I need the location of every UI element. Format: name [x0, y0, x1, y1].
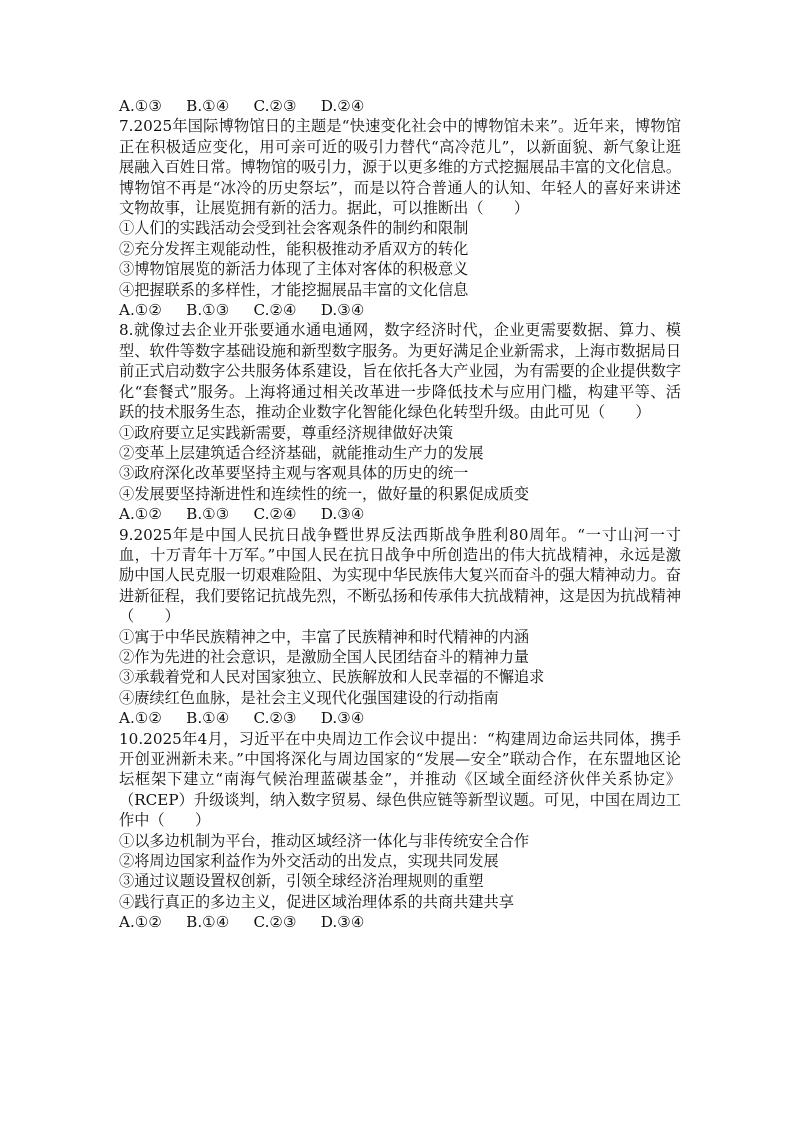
statement-1: ①人们的实践活动会受到社会客观条件的制约和限制 — [119, 219, 469, 238]
statement-3: ③通过议题设置权创新，引领全球经济治理规则的重塑 — [119, 872, 484, 891]
answer-options: A.①② B.①③ C.②④ D.③④ — [119, 505, 365, 524]
statement-3: ③政府深化改革要坚持主观与客观具体的历史的统一 — [119, 464, 469, 483]
statement-4: ④践行真正的多边主义，促进区域治理体系的共商共建共享 — [119, 892, 514, 911]
exam-page — [119, 96, 681, 933]
question-stem: 10.2025年4月，习近平在中央周边工作会议中提出：“构建周边命运共同体，携手开创亚洲新未来。”中国将深化与周边国家的“发展—安全”联动合作，在东盟地区论坛框架下建立“南海气候治理蓝碳基金”，并推动《区域全面经济伙伴关系协定》（RCEP）升级谈判，纳入数字贸易、绿色供应链等新型议题。可见，中国在周边工作中（ ） — [119, 729, 681, 830]
statement-2: ②将周边国家利益作为外交活动的出发点，实现共同发展 — [119, 852, 499, 871]
statement-3: ③承载着党和人民对国家独立、民族解放和人民幸福的不懈追求 — [119, 668, 545, 687]
question-stem: 8.就像过去企业开张要通水通电通网，数字经济时代，企业更需要数据、算力、模型、软件等数字基础设施和新型数字服务。为更好满足企业新需求，上海市数据局日前正式启动数字公共服务体系建设，旨在依托各大产业园，为有需要的企业提供数字化“套餐式”服务。上海将通过相关改革进一步降低技术与应用门槛，构建平等、活跃的技术服务生态，推动企业数字化智能化绿色化转型升级。由此可见（ ） — [119, 321, 681, 422]
answer-options: A.①② B.①④ C.②③ D.③④ — [119, 913, 365, 932]
statement-3: ③博物馆展览的新活力体现了主体对客体的积极意义 — [119, 260, 469, 279]
statement-1: ①寓于中华民族精神之中，丰富了民族精神和时代精神的内涵 — [119, 627, 530, 646]
question-stem: 9.2025年是中国人民抗日战争暨世界反法西斯战争胜利80周年。“一寸山河一寸血，十万青年十万军。”中国人民在抗日战争中所创造出的伟大抗战精神，永远是激励中国人民克服一切艰难险阻、为实现中华民族伟大复兴而奋斗的强大精神动力。奋进新征程，我们要铭记抗战先烈，不断弘扬和传承伟大抗战精神，这是因为抗战精神（ ） — [119, 525, 681, 626]
answer-options-q6: A.①③ B.①④ C.②③ D.②④ — [119, 97, 365, 115]
question-stem: 7.2025年国际博物馆日的主题是“快速变化社会中的博物馆未来”。近年来，博物馆正在积极适应变化，用可亲可近的吸引力替代“高冷范儿”，以新面貌、新气象让逛展融入百姓日常。博物馆的吸引力，源于以更多维的方式挖掘展品丰富的文化信息。博物馆不再是“冰冷的历史祭坛”，而是以符合普通人的认知、年轻人的喜好来讲述文物故事，让展览拥有新的活力。据此，可以推断出（ ） — [119, 117, 681, 218]
statement-2: ②作为先进的社会意识，是激励全国人民团结奋斗的精神力量 — [119, 647, 530, 666]
answer-options: A.①② B.①③ C.②④ D.③④ — [119, 301, 365, 320]
answer-options: A.①② B.①④ C.②③ D.③④ — [119, 709, 365, 728]
question-9 — [119, 525, 681, 729]
statement-1: ①政府要立足实践新需要，尊重经济规律做好决策 — [119, 423, 454, 442]
statement-2: ②充分发挥主观能动性，能积极推动矛盾双方的转化 — [119, 239, 469, 258]
question-10 — [119, 729, 681, 933]
statement-1: ①以多边机制为平台，推动区域经济一体化与非传统安全合作 — [119, 831, 530, 850]
statement-4: ④发展要坚持渐进性和连续性的统一，做好量的积累促成质变 — [119, 484, 530, 503]
statement-4: ④赓续红色血脉，是社会主义现代化强国建设的行动指南 — [119, 688, 499, 707]
question-7 — [119, 116, 681, 320]
statement-4: ④把握联系的多样性，才能挖掘展品丰富的文化信息 — [119, 280, 469, 299]
statement-2: ②变革上层建筑适合经济基础，就能推动生产力的发展 — [119, 443, 484, 462]
question-8 — [119, 320, 681, 524]
